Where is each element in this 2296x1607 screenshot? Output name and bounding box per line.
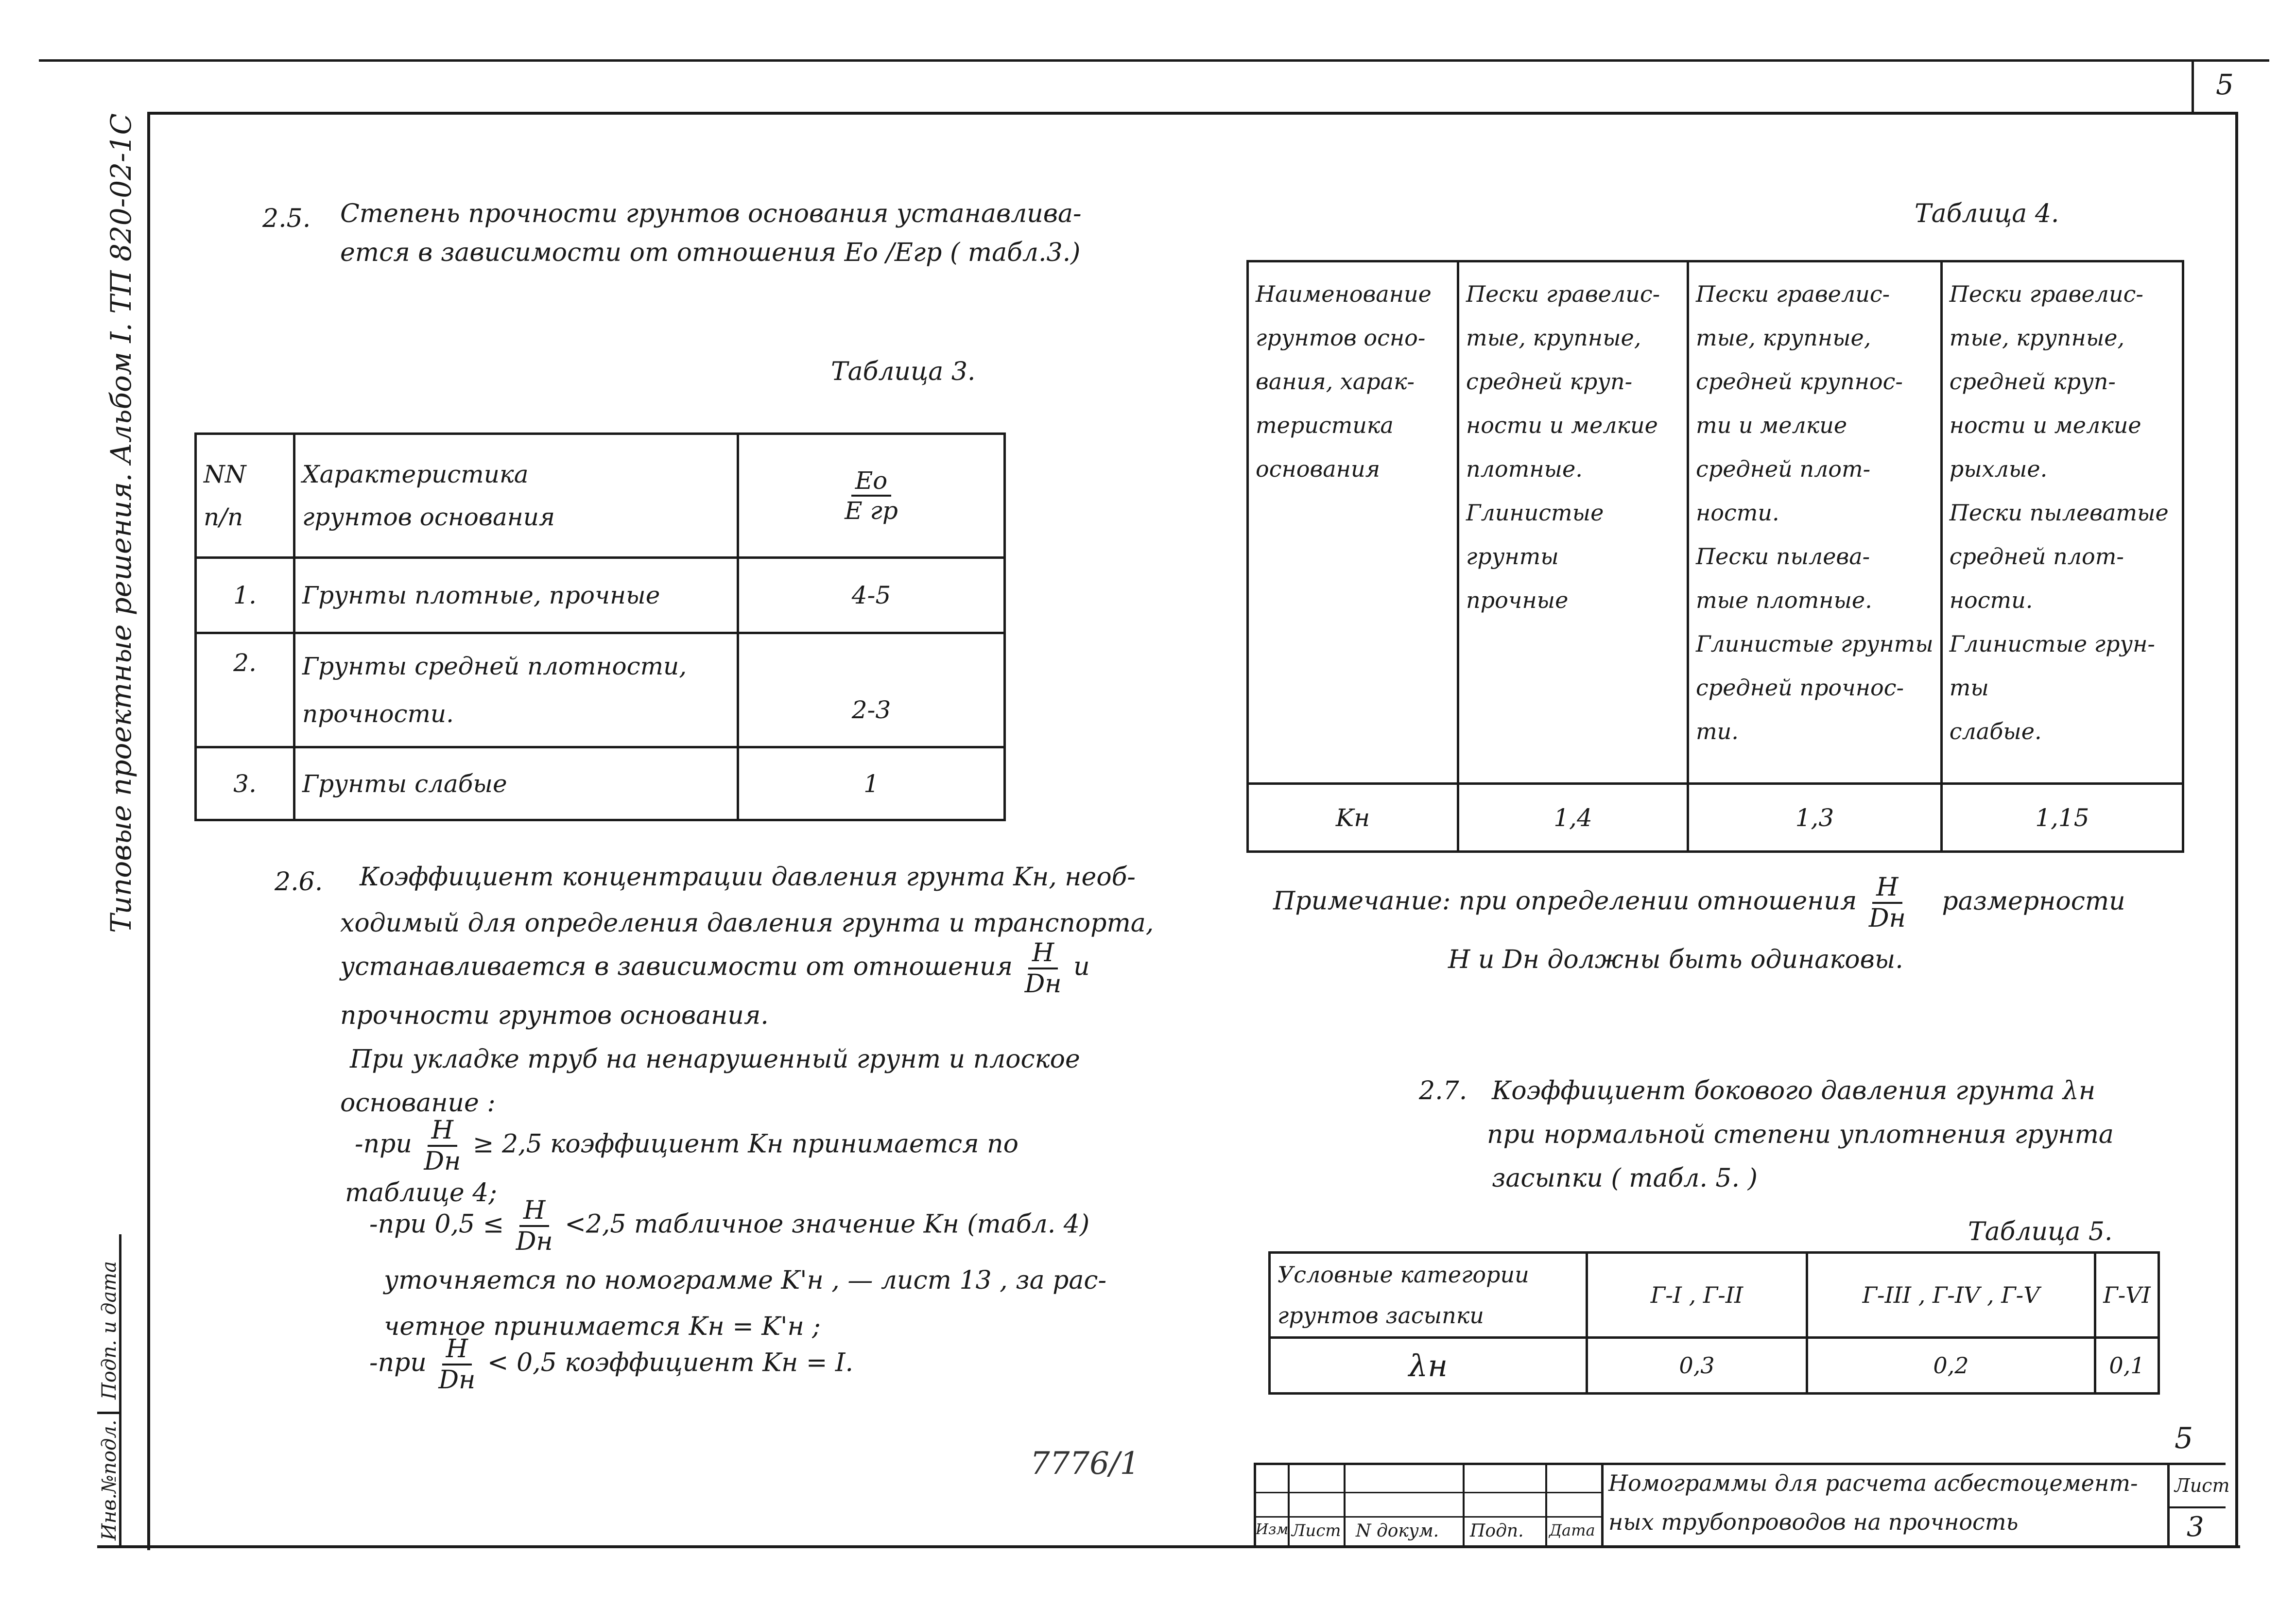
table3-ratio-num: Eo [851, 468, 892, 497]
table4-col1-line: плотные. [1466, 456, 1583, 482]
section-2-5-line1: Степень прочности грунтов основания устанавлива- [340, 199, 1082, 228]
case1-text: ≥ 2,5 коэффициент Kн принимается по [472, 1129, 1019, 1159]
table4-col3-line: ты [1949, 674, 1989, 701]
table4-col1-line: тые, крупные, [1466, 325, 1641, 351]
title-line2: ных трубопроводов на прочность [1608, 1509, 2019, 1535]
title-col-sign: Подп. [1470, 1521, 1524, 1541]
table4-col1-line: прочные [1466, 587, 1569, 613]
table4-head-4: теристика [1256, 412, 1394, 438]
frame-left [147, 112, 150, 1550]
table4-col3-line: тые, крупные, [1949, 325, 2125, 351]
table5-header-2: грунтов засыпки [1277, 1302, 1484, 1329]
table4-col3-line: слабые. [1949, 718, 2042, 744]
case2-tail2: четное принимается Kн = K'н ; [384, 1312, 821, 1341]
sheet-label: Лист [2175, 1475, 2230, 1496]
title-col-izm: Изм [1256, 1521, 1289, 1538]
case2-text: <2,5 табличное значение Kн (табл. 4) [565, 1210, 1090, 1239]
table3-row1-desc: Грунты плотные, прочные [294, 558, 738, 633]
table5-value: 0,1 [2095, 1338, 2159, 1394]
section-2-6-line6: основание : [340, 1089, 496, 1118]
page-number-top: 5 [2216, 68, 2234, 101]
table4-col3-line: средней плот- [1949, 543, 2124, 570]
title-line1: Номограммы для расчета асбестоцемент- [1608, 1470, 2138, 1496]
section-2-7-number: 2.7. [1419, 1076, 1467, 1106]
case2-tail1: уточняется по номограмме K'н , — лист 13 , за рас- [384, 1266, 1107, 1295]
table4-col1-line: Глинистые [1466, 500, 1604, 526]
table4-col2-line: средней крупнос- [1696, 368, 1903, 395]
ratio-h-dh [1025, 940, 1062, 997]
table3-caption: Таблица 3. [831, 357, 976, 386]
stamp-strip-divider [97, 1412, 121, 1414]
table4-head-1: Наименование [1256, 281, 1432, 307]
case3-ratio-h: H [442, 1336, 472, 1365]
table4-col2-line: Пески пылева- [1696, 543, 1870, 570]
table5-value: 0,3 [1587, 1338, 1807, 1394]
table3-row1-num: 1. [196, 558, 294, 633]
sheet-number: 3 [2187, 1511, 2204, 1543]
case2-ratio-h: H [519, 1198, 549, 1227]
table3-row2-desc-1: Грунты средней плотности, [302, 652, 687, 680]
case2-ratio-dh: Dн [516, 1227, 553, 1256]
case1-row [355, 1118, 1019, 1174]
table5-category: Г-VI [2095, 1253, 2159, 1338]
section-2-6-line3-row [340, 940, 1090, 997]
table4-col2-line: тые, крупные, [1696, 325, 1871, 351]
stamp-label-inv: Инв.№подл. [98, 1419, 121, 1540]
note-ratio-dh: Dн [1868, 904, 1906, 933]
ratio-dh: Dн [1024, 969, 1062, 999]
case3-ratio-dh: Dн [438, 1365, 476, 1395]
table4-col2-line: ти и мелкие [1696, 412, 1847, 438]
table4-caption: Таблица 4. [1915, 199, 2059, 228]
table4-col3-line: рыхлые. [1949, 456, 2048, 482]
case3-prefix: -при [369, 1348, 427, 1378]
note-line2: H и Dн должны быть одинаковы. [1448, 945, 1903, 974]
note-ratio-h: H [1872, 875, 1902, 904]
case2-ratio [516, 1198, 553, 1254]
table5-value: 0,2 [1807, 1338, 2095, 1394]
table4-col1-line: грунты [1466, 543, 1559, 570]
section-2-6-line5: При укладке труб на ненарушенный грунт и плоское [350, 1045, 1080, 1074]
table3-row [196, 747, 1005, 820]
title-block [1254, 1463, 2230, 1548]
frame-right [2235, 112, 2238, 1548]
table4-col3-line: Пески пылеватые [1949, 500, 2169, 526]
stamp-label-date: Подп. и дата [98, 1261, 121, 1400]
table3-row3-desc: Грунты слабые [294, 747, 738, 820]
table3-ratio-den: E гр [845, 497, 898, 525]
table5 [1268, 1251, 2160, 1395]
table4 [1246, 260, 2184, 853]
note-suffix: размерности [1942, 886, 2125, 916]
table4-kn-value: 1,3 [1688, 784, 1942, 852]
outer-frame-top [39, 59, 2269, 62]
table4-col3-line: Глинистые грун- [1949, 631, 2155, 657]
title-col-doc: N докум. [1356, 1521, 1439, 1541]
case1-ratio-dh: Dн [424, 1147, 461, 1176]
section-2-5-number: 2.5. [262, 204, 311, 233]
table3-row3-value: 1 [738, 747, 1005, 820]
table5-category: Г-III , Г-IV , Г-V [1807, 1253, 2095, 1338]
binding-text: Типовые проектные решения. Альбом I. ТП 820-02-1С [104, 113, 138, 933]
title-col-list: Лист [1292, 1521, 1341, 1540]
table3-row1-value: 4-5 [738, 558, 1005, 633]
section-2-5-line2: ется в зависимости от отношения Eo /Eгр ( табл.3.) [340, 238, 1081, 267]
table3 [194, 432, 1006, 821]
table4-col2-line: тые плотные. [1696, 587, 1872, 613]
table4-col1-line: ности и мелкие [1466, 412, 1658, 438]
table4-col3-line: средней круп- [1949, 368, 2116, 395]
table3-row2-value: 2-3 [738, 633, 1005, 747]
table3-row2-desc-2: прочности. [302, 700, 454, 728]
section-2-6-line3: устанавливается в зависимости от отношения [340, 952, 1013, 982]
table5-row [1270, 1338, 2159, 1394]
table4-kn-row [1248, 784, 2183, 852]
case3-row [369, 1336, 853, 1393]
section-2-6-line2: ходимый для определения давления грунта и транспорта, [340, 909, 1154, 938]
table4-head-3: вания, харак- [1256, 368, 1415, 395]
note-line1 [1273, 875, 2125, 931]
frame-top [147, 112, 2237, 115]
stamp-number: 7776/1 [1030, 1446, 1140, 1482]
case3-text: < 0,5 коэффициент Kн = I. [487, 1348, 853, 1378]
table4-head-5: основания [1256, 456, 1381, 482]
section-2-6-number: 2.6. [275, 867, 323, 897]
section-2-7-line2: при нормальной степени уплотнения грунта [1487, 1120, 2114, 1149]
table3-row3-num: 3. [196, 747, 294, 820]
case3-ratio [438, 1336, 475, 1393]
ratio-h: H [1028, 940, 1058, 969]
case1-ratio [424, 1118, 461, 1174]
section-2-6-and: и [1073, 952, 1090, 982]
case1-prefix: -при [355, 1129, 412, 1159]
case2-pre: -при 0,5 ≤ [369, 1210, 504, 1239]
table4-col3-line: ности. [1949, 587, 2033, 613]
sheet-mark: 5 [2175, 1421, 2193, 1455]
table4-col1-line: Пески гравелис- [1466, 281, 1660, 307]
table4-col2-line: ности. [1696, 500, 1779, 526]
table4-col1-line: средней круп- [1466, 368, 1633, 395]
table3-header-char-1: Характеристика [302, 460, 529, 488]
table5-row-label: λн [1270, 1338, 1587, 1394]
table4-head-2: грунтов осно- [1256, 325, 1426, 351]
page-number-box-left [2192, 59, 2194, 114]
table3-row [196, 558, 1005, 633]
note-prefix: Примечание: при определении отношения [1273, 886, 1857, 916]
table3-header-num-1: NN [204, 460, 246, 488]
section-2-6-line1: Коэффициент концентрации давления грунта Kн, необ- [360, 863, 1136, 892]
table4-col3-line: Пески гравелис- [1949, 281, 2143, 307]
section-2-6-line4: прочности грунтов основания. [340, 1001, 769, 1030]
table5-header-1: Условные категории [1277, 1261, 1529, 1288]
table4-kn-value: 1,4 [1458, 784, 1688, 852]
note-ratio [1869, 875, 1906, 931]
section-2-7-line3: засыпки ( табл. 5. ) [1492, 1164, 1758, 1193]
table4-col2-line: Пески гравелис- [1696, 281, 1890, 307]
table3-row [196, 633, 1005, 747]
case1-ratio-h: H [428, 1118, 457, 1147]
table4-col3-line: ности и мелкие [1949, 412, 2141, 438]
section-2-7-line1: Коэффициент бокового давления грунта λн [1492, 1076, 2096, 1106]
table3-header-char-2: грунтов основания [302, 503, 555, 531]
table4-col2-line: Глинистые грунты [1696, 631, 1933, 657]
table5-caption: Таблица 5. [1968, 1217, 2113, 1246]
table3-header-ratio [845, 468, 898, 523]
case1-tail: таблице 4; [345, 1178, 497, 1208]
table4-kn-value: 1,15 [1941, 784, 2183, 852]
table5-category: Г-I , Г-II [1587, 1253, 1807, 1338]
table3-header-num-2: п/п [204, 503, 243, 531]
case2-row [369, 1198, 1089, 1254]
table4-col2-line: ти. [1696, 718, 1739, 744]
table3-row2-num: 2. [196, 633, 294, 747]
table4-kn-label: Kн [1248, 784, 1458, 852]
table4-col2-line: средней прочнос- [1696, 674, 1904, 701]
table4-col2-line: средней плот- [1696, 456, 1871, 482]
title-col-date: Дата [1549, 1521, 1595, 1539]
